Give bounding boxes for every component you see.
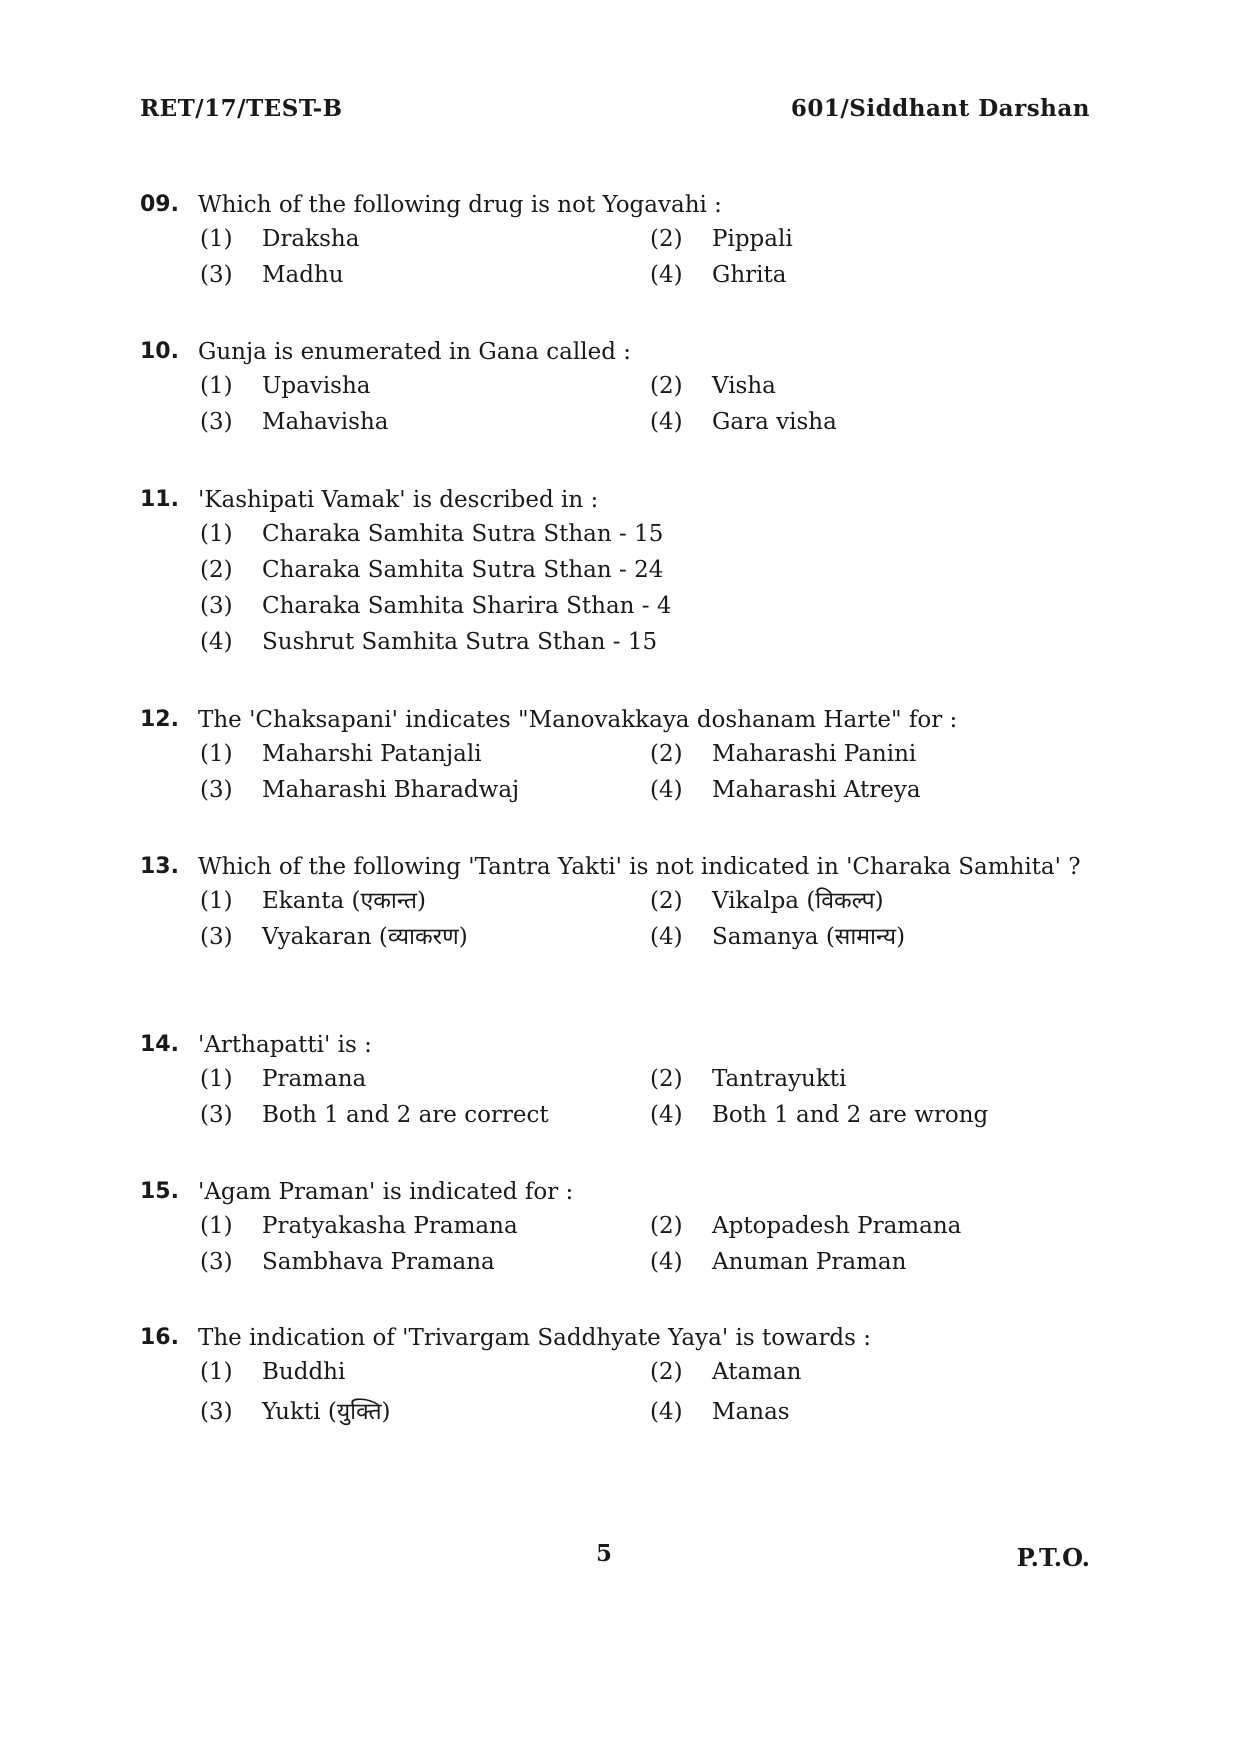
question-15 (140, 1177, 1090, 1277)
option-2: (2) Pippali (650, 226, 793, 252)
question-12 (140, 705, 1090, 805)
option-3: (3) Sambhava Pramana (200, 1249, 495, 1275)
header-test-code: RET/17/TEST-B (140, 95, 343, 122)
question-text: 'Kashipati Vamak' is described in : (198, 487, 599, 513)
option-4: (4) Sushrut Samhita Sutra Sthan - 15 (200, 629, 658, 655)
option-2: (2) Vikalpa (विकल्प) (650, 888, 884, 914)
option-3: (3) Both 1 and 2 are correct (200, 1102, 549, 1128)
option-1: (1) Pratyakasha Pramana (200, 1213, 518, 1239)
option-4: (4) Anuman Praman (650, 1249, 907, 1275)
option-1: (1) Ekanta (एकान्त) (200, 888, 426, 914)
option-3: (3) Madhu (200, 262, 344, 288)
option-4: (4) Samanya (सामान्य) (650, 924, 906, 950)
question-number: 09. (140, 192, 179, 217)
option-4: (4) Gara visha (650, 409, 837, 435)
question-number: 11. (140, 487, 179, 512)
question-13 (140, 852, 1090, 952)
pto-label: P.T.O. (1016, 1543, 1090, 1572)
option-2: (2) Maharashi Panini (650, 741, 917, 767)
question-number: 10. (140, 339, 179, 364)
question-number: 15. (140, 1179, 179, 1204)
question-number: 12. (140, 707, 179, 732)
question-11 (140, 485, 1090, 657)
option-2: (2) Charaka Samhita Sutra Sthan - 24 (200, 557, 664, 583)
question-text: The indication of 'Trivargam Saddhyate Yaya' is towards : (198, 1325, 872, 1351)
question-09 (140, 190, 1090, 290)
question-number: 16. (140, 1325, 179, 1350)
option-1: (1) Draksha (200, 226, 360, 252)
page-number: 5 (596, 1540, 613, 1567)
option-4: (4) Maharashi Atreya (650, 777, 921, 803)
option-3: (3) Maharashi Bharadwaj (200, 777, 520, 803)
option-4: (4) Manas (650, 1399, 790, 1425)
option-2: (2) Aptopadesh Pramana (650, 1213, 962, 1239)
question-number: 14. (140, 1032, 179, 1057)
option-1: (1) Pramana (200, 1066, 367, 1092)
option-1: (1) Buddhi (200, 1359, 346, 1385)
option-3: (3) Yukti (युक्ति) (200, 1399, 391, 1425)
question-10 (140, 337, 1090, 437)
question-text: Which of the following drug is not Yogavahi : (198, 192, 722, 218)
header-subject: 601/Siddhant Darshan (790, 95, 1090, 122)
option-1: (1) Upavisha (200, 373, 371, 399)
option-3: (3) Mahavisha (200, 409, 389, 435)
option-3: (3) Vyakaran (व्याकरण) (200, 924, 468, 950)
option-3: (3) Charaka Samhita Sharira Sthan - 4 (200, 593, 672, 619)
question-number: 13. (140, 854, 179, 879)
option-1: (1) Charaka Samhita Sutra Sthan - 15 (200, 521, 664, 547)
question-text: The 'Chaksapani' indicates "Manovakkaya doshanam Harte" for : (198, 707, 958, 733)
question-14 (140, 1030, 1090, 1130)
question-text: Which of the following 'Tantra Yakti' is not indicated in 'Charaka Samhita' ? (198, 854, 1081, 880)
question-text: 'Agam Praman' is indicated for : (198, 1179, 574, 1205)
option-4: (4) Both 1 and 2 are wrong (650, 1102, 989, 1128)
option-4: (4) Ghrita (650, 262, 787, 288)
option-2: (2) Visha (650, 373, 776, 399)
option-2: (2) Ataman (650, 1359, 802, 1385)
question-16 (140, 1323, 1090, 1427)
question-text: 'Arthapatti' is : (198, 1032, 372, 1058)
question-text: Gunja is enumerated in Gana called : (198, 339, 631, 365)
option-1: (1) Maharshi Patanjali (200, 741, 482, 767)
option-2: (2) Tantrayukti (650, 1066, 847, 1092)
